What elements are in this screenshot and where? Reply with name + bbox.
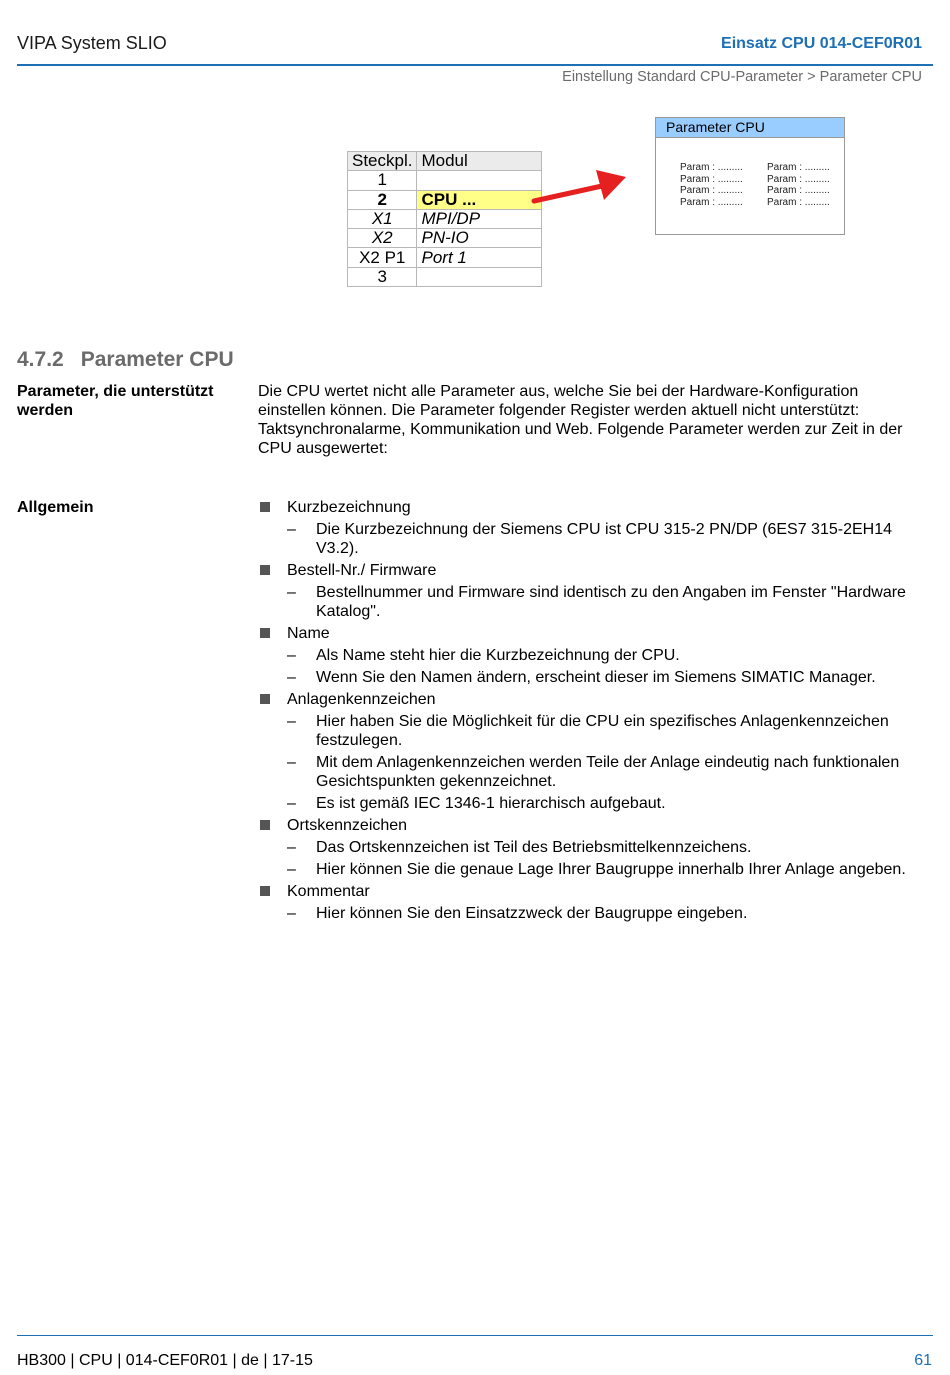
slot-cell: X2	[348, 229, 417, 248]
param-column-right	[767, 162, 830, 209]
parameter-window-title: Parameter CPU	[656, 118, 844, 138]
footer-divider	[17, 1335, 933, 1336]
slot-table	[347, 151, 542, 287]
slot-cell: 3	[348, 267, 417, 286]
list-subitem: – Das Ortskennzeichen ist Teil des Betriebsmittelkennzeichens.	[258, 838, 930, 857]
section-number: 4.7.2	[17, 348, 64, 371]
header-divider	[17, 64, 933, 66]
table-row	[348, 171, 542, 190]
slot-cell: 2	[348, 190, 417, 209]
list-item: Bestell-Nr./ Firmware	[258, 561, 930, 580]
param-line: Param : .........	[767, 185, 830, 197]
module-cell-cpu: CPU ...	[417, 190, 542, 209]
slot-cell: X2 P1	[348, 248, 417, 267]
side-heading-parameters: Parameter, die unterstützt werden	[17, 383, 214, 419]
list-item: Ortskennzeichen	[258, 816, 930, 835]
table-header-row	[348, 152, 542, 171]
header-module: Modul	[417, 152, 542, 171]
param-column-left	[680, 162, 743, 209]
param-line: Param : .........	[680, 185, 743, 197]
list-item: Anlagenkennzeichen	[258, 690, 930, 709]
list-subitem: – Hier können Sie den Einsatzzweck der Baugruppe eingeben.	[258, 904, 930, 923]
module-cell	[417, 267, 542, 286]
module-cell: PN-IO	[417, 229, 542, 248]
breadcrumb: Einstellung Standard CPU-Parameter > Parameter CPU	[562, 69, 922, 85]
table-row	[348, 267, 542, 286]
side-heading-allgemein: Allgemein	[17, 499, 94, 516]
list-subitem: – Bestellnummer und Firmware sind identisch zu den Angaben im Fenster "Hardware Katalog".	[258, 583, 930, 621]
list-subitem: – Die Kurzbezeichnung der Siemens CPU ist CPU 315-2 PN/DP (6ES7 315-2EH14 V3.2).	[258, 520, 930, 558]
header-chapter: Einsatz CPU 014-CEF0R01	[721, 35, 922, 52]
arrow-right-icon	[530, 160, 630, 210]
parameter-list	[258, 498, 930, 926]
table-row	[348, 229, 542, 248]
list-item: Name	[258, 624, 930, 643]
module-cell: MPI/DP	[417, 209, 542, 228]
list-item: Kurzbezeichnung	[258, 498, 930, 517]
list-subitem: – Hier können Sie die genaue Lage Ihrer Baugruppe innerhalb Ihrer Anlage angeben.	[258, 860, 930, 879]
param-line: Param : .........	[767, 162, 830, 173]
table-row	[348, 209, 542, 228]
param-line: Param : .........	[680, 173, 743, 185]
param-line: Param : .........	[767, 173, 830, 185]
param-line: Param : .........	[767, 197, 830, 209]
list-subitem: – Wenn Sie den Namen ändern, erscheint dieser im Siemens SIMATIC Manager.	[258, 668, 930, 687]
param-line: Param : .........	[680, 162, 743, 173]
list-subitem: – Mit dem Anlagenkennzeichen werden Teile der Anlage eindeutig nach funktionalen Gesichtspunkten gekennzeichnet.	[258, 753, 930, 791]
list-subitem: – Hier haben Sie die Möglichkeit für die CPU ein spezifisches Anlagenkennzeichen festzulegen.	[258, 712, 930, 750]
intro-paragraph: Die CPU wertet nicht alle Parameter aus, welche Sie bei der Hardware-Konfiguration einstellen können. Die Parameter folgender Register werden aktuell nicht unterstützt: Taktsynchronalarme, Kommunikation und Web. Folgende Parameter werden zur Zeit in der CPU ausgewertet:	[258, 383, 903, 457]
header-slot: Steckpl.	[348, 152, 417, 171]
list-subitem: – Es ist gemäß IEC 1346-1 hierarchisch aufgebaut.	[258, 794, 930, 813]
section-heading	[17, 348, 251, 372]
param-line: Param : .........	[680, 197, 743, 209]
table-row-selected	[348, 190, 542, 209]
module-cell: Port 1	[417, 248, 542, 267]
list-subitem: – Als Name steht hier die Kurzbezeichnung der CPU.	[258, 646, 930, 665]
header-product: VIPA System SLIO	[17, 33, 167, 53]
list-item: Kommentar	[258, 882, 930, 901]
slot-cell: X1	[348, 209, 417, 228]
section-title: Parameter CPU	[80, 348, 234, 371]
module-cell	[417, 171, 542, 190]
footer-document-id: HB300 | CPU | 014-CEF0R01 | de | 17-15	[17, 1352, 313, 1369]
table-row	[348, 248, 542, 267]
parameter-window	[655, 117, 845, 235]
slot-cell: 1	[348, 171, 417, 190]
page-number: 61	[914, 1352, 932, 1369]
